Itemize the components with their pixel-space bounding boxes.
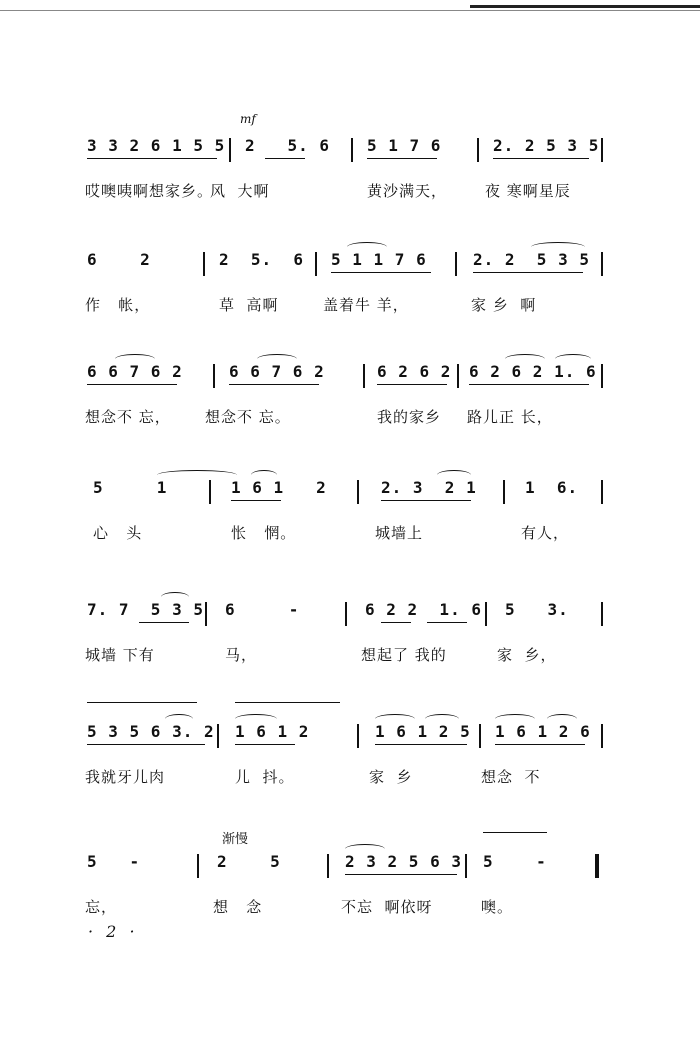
slur <box>235 714 277 724</box>
measure-notes: 1 6. <box>525 478 579 497</box>
crescendo-line <box>87 702 197 703</box>
slur <box>425 714 459 724</box>
slur <box>161 592 189 602</box>
score-system-4 <box>85 478 615 588</box>
lyric-line: 哎噢咦啊想家乡。 <box>85 182 214 200</box>
barline <box>203 252 205 276</box>
measure-notes: 2. 2 5 3 5 <box>473 250 590 269</box>
final-barline <box>595 854 599 878</box>
lyric-line: 想念 不 <box>481 768 541 786</box>
tempo-mark: 渐慢 <box>222 832 249 847</box>
lyric-line: 有人， <box>521 524 570 542</box>
underline <box>229 384 319 385</box>
measure-notes: 1 6 1 2 <box>235 722 310 741</box>
lyric-line: 想念不 忘。 <box>205 408 291 426</box>
slur <box>437 470 471 480</box>
underline <box>367 158 437 159</box>
barline <box>315 252 317 276</box>
tie <box>157 470 237 480</box>
slur <box>165 714 193 724</box>
barline <box>205 602 207 626</box>
slur <box>531 242 585 252</box>
measure-notes: 2. 3 2 1 <box>381 478 477 497</box>
score-system-5 <box>85 600 615 710</box>
measure-notes: 3 3 2 6 1 5 5 <box>87 136 226 155</box>
measure-notes: 6 2 <box>87 250 151 269</box>
barline <box>455 252 457 276</box>
lyric-line: 我的家乡 <box>377 408 442 426</box>
slur <box>347 242 387 252</box>
measure-notes: 5 3. <box>505 600 569 619</box>
barline <box>485 602 487 626</box>
barline <box>327 854 329 878</box>
slur <box>505 354 545 364</box>
underline <box>139 622 189 623</box>
barline <box>197 854 199 878</box>
score-system-2 <box>85 250 615 360</box>
measure-notes: 2 5. 6 <box>245 136 331 155</box>
barline <box>465 854 467 878</box>
underline <box>235 744 295 745</box>
lyric-line: 心 头 <box>93 524 143 542</box>
lyric-line: 儿 抖。 <box>235 768 295 786</box>
score-system-3 <box>85 362 615 472</box>
barline <box>601 602 603 626</box>
measure-notes: 5 - <box>87 852 141 871</box>
lyric-line: 家 乡， <box>497 646 557 664</box>
lyric-line: 不忘 啊依呀 <box>341 898 433 916</box>
lyric-line: 噢。 <box>481 898 514 916</box>
measure-notes: 5 1 <box>93 478 168 497</box>
measure-notes: 6 - <box>225 600 300 619</box>
lyric-line: 夜 寒啊星辰 <box>485 182 571 200</box>
barline <box>345 602 347 626</box>
measure-notes: 2 5. 6 <box>219 250 305 269</box>
score-system-7 <box>85 852 615 962</box>
barline <box>357 480 359 504</box>
lyric-line: 风 大啊 <box>210 182 270 200</box>
lyric-line: 草 高啊 <box>219 296 279 314</box>
lyric-line: 家 乡 <box>369 768 413 786</box>
measure-notes: 2. 2 5 3 5 <box>493 136 600 155</box>
underline <box>331 272 431 273</box>
barline <box>477 138 479 162</box>
barline <box>457 364 459 388</box>
measure-notes: 7. 7 5 3 5 <box>87 600 204 619</box>
barline <box>213 364 215 388</box>
top-thin-rule <box>0 10 700 11</box>
barline <box>601 138 603 162</box>
measure-notes: 2 3 2 5 6 3 <box>345 852 462 871</box>
barline <box>479 724 481 748</box>
dynamic-mark: mf <box>240 112 256 126</box>
measure-notes: 6 2 2 1. 6 <box>365 600 482 619</box>
measure-notes: 1 6 1 2 5 <box>375 722 471 741</box>
lyric-line: 马， <box>225 646 258 664</box>
measure-notes: 5 1 1 7 6 <box>331 250 427 269</box>
measure-notes: 1 6 1 2 6 <box>495 722 591 741</box>
lyric-line: 城墙 下有 <box>85 646 155 664</box>
underline <box>345 874 457 875</box>
slur <box>251 470 277 480</box>
measure-notes: 6 6 7 6 2 <box>229 362 325 381</box>
underline <box>495 744 585 745</box>
lyric-line: 想起了 我的 <box>361 646 447 664</box>
underline <box>87 158 217 159</box>
measure-notes: 5 1 7 6 <box>367 136 442 155</box>
diminuendo-line <box>483 832 547 833</box>
lyric-line: 怅 惘。 <box>231 524 297 542</box>
slur <box>495 714 535 724</box>
crescendo-line <box>235 702 340 703</box>
page-number: · 2 · <box>88 922 139 941</box>
barline <box>209 480 211 504</box>
barline <box>217 724 219 748</box>
underline <box>87 744 205 745</box>
underline <box>265 158 305 159</box>
barline <box>601 364 603 388</box>
barline <box>351 138 353 162</box>
score-system-1 <box>85 136 615 246</box>
measure-notes: 5 - <box>483 852 547 871</box>
score-system-6 <box>85 722 615 832</box>
underline <box>381 622 411 623</box>
underline <box>473 272 583 273</box>
barline <box>503 480 505 504</box>
underline <box>469 384 589 385</box>
lyric-line: 家 乡 啊 <box>471 296 537 314</box>
top-rule <box>470 5 700 8</box>
slur <box>345 844 385 854</box>
measure-notes: 6 2 6 2 <box>377 362 452 381</box>
barline <box>601 480 603 504</box>
barline <box>601 724 603 748</box>
lyric-line: 想 念 <box>213 898 263 916</box>
measure-notes: 6 2 6 2 1. 6 <box>469 362 597 381</box>
lyric-line: 作 帐， <box>85 296 151 314</box>
lyric-line: 盖着牛 羊， <box>323 296 409 314</box>
measure-notes: 1 6 1 2 <box>231 478 327 497</box>
underline <box>231 500 281 501</box>
measure-notes: 6 6 7 6 2 <box>87 362 183 381</box>
slur <box>257 354 297 364</box>
barline <box>229 138 231 162</box>
slur <box>115 354 155 364</box>
underline <box>377 384 447 385</box>
underline <box>427 622 467 623</box>
underline <box>375 744 467 745</box>
barline <box>601 252 603 276</box>
measure-notes: 2 5 <box>217 852 281 871</box>
lyric-line: 城墙上 <box>375 524 424 542</box>
barline <box>357 724 359 748</box>
underline <box>493 158 589 159</box>
barline <box>363 364 365 388</box>
lyric-line: 黄沙满天， <box>367 182 448 200</box>
lyric-line: 忘， <box>85 898 118 916</box>
slur <box>547 714 577 724</box>
lyric-line: 想念不 忘， <box>85 408 171 426</box>
slur <box>555 354 591 364</box>
measure-notes: 5 3 5 6 3. 2 <box>87 722 215 741</box>
underline <box>87 384 177 385</box>
slur <box>375 714 415 724</box>
lyric-line: 路儿正 长， <box>467 408 553 426</box>
lyric-line: 我就牙儿肉 <box>85 768 166 786</box>
underline <box>381 500 471 501</box>
